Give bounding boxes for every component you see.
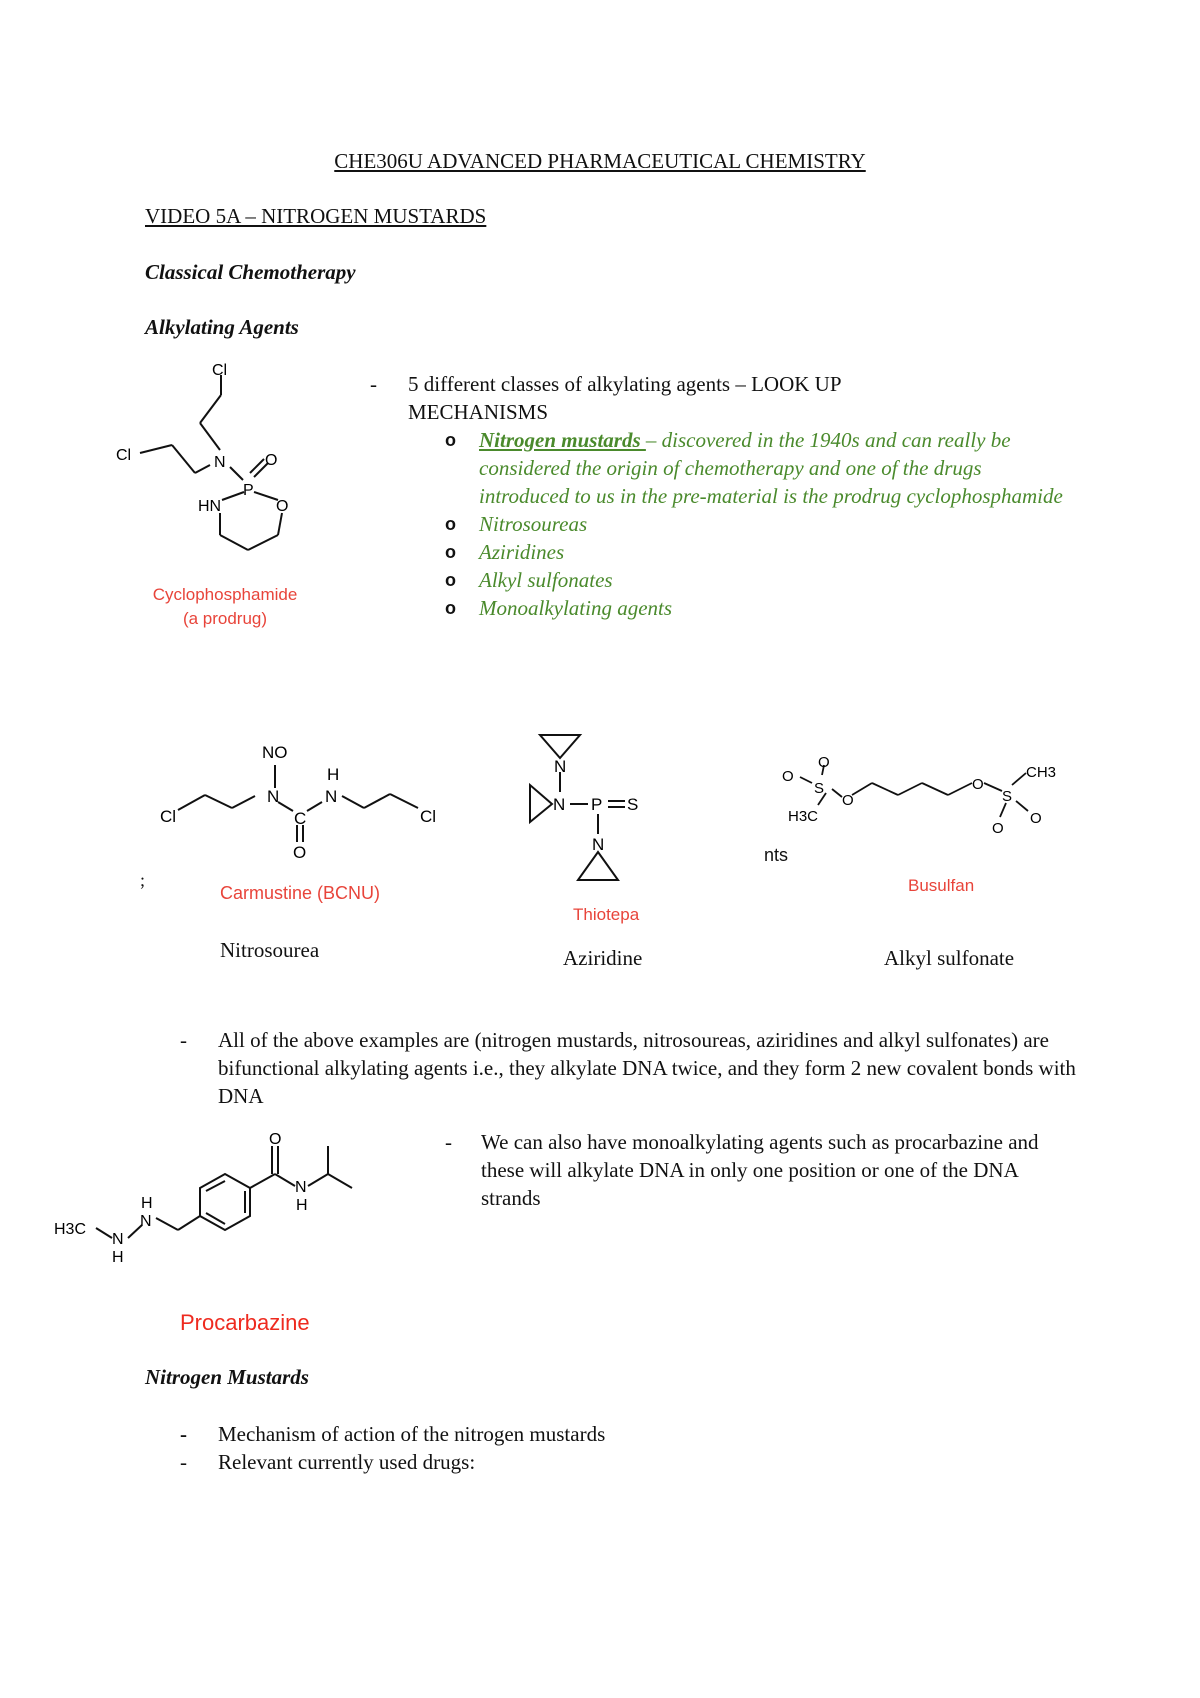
list-item bbox=[445, 510, 1065, 538]
caption-alkyl-sulfonate: Alkyl sulfonate bbox=[884, 946, 1015, 970]
cyclophosphamide-structure bbox=[110, 355, 330, 555]
atom-c: C bbox=[294, 809, 307, 828]
video-title: VIDEO 5A – NITROGEN MUSTARDS bbox=[145, 204, 487, 228]
circle-bullet-icon: o bbox=[445, 570, 456, 590]
monoalkylating-bullet bbox=[445, 1128, 1045, 1212]
list-item bbox=[445, 566, 1065, 594]
dash-marker: - bbox=[180, 1450, 187, 1474]
atom-cl-top: Cl bbox=[212, 362, 228, 379]
atom-o: O bbox=[293, 843, 307, 862]
atom-s-2: S bbox=[1002, 788, 1013, 805]
carmustine-structure bbox=[150, 740, 470, 870]
classes-list bbox=[445, 426, 1065, 622]
atom-h-amide: H bbox=[296, 1197, 308, 1214]
atom-cl-right: Cl bbox=[420, 807, 437, 826]
class-label: Monoalkylating agents bbox=[479, 596, 673, 620]
nm-bullet-list bbox=[180, 1420, 880, 1476]
atom-n-nitroso: N bbox=[267, 787, 280, 806]
nm-bullet-text: Relevant currently used drugs: bbox=[218, 1450, 476, 1474]
atom-no: NO bbox=[262, 743, 288, 762]
atom-n-top: N bbox=[554, 757, 567, 776]
dash-marker: - bbox=[180, 1422, 187, 1446]
busulfan-label: Busulfan bbox=[908, 876, 975, 895]
caption-aziridine: Aziridine bbox=[563, 946, 643, 970]
atom-n-bottom: N bbox=[592, 835, 605, 854]
atom-p: P bbox=[591, 795, 603, 814]
list-item bbox=[180, 1448, 880, 1476]
atom-o-3: O bbox=[842, 792, 854, 809]
list-item bbox=[445, 594, 1065, 622]
atom-h-hydrazine: H bbox=[141, 1195, 153, 1212]
atom-o-4: O bbox=[972, 776, 984, 793]
class-description: – discovered in the 1940s and can really be considered the origin of chemotherapy and one of the drugs introduced to us in the pre-material is the prodrug cyclophosphamide bbox=[479, 428, 1063, 508]
atom-p: P bbox=[243, 482, 254, 499]
circle-bullet-icon: o bbox=[445, 514, 456, 534]
carmustine-label: Carmustine (BCNU) bbox=[220, 883, 381, 903]
cyclophosphamide-note: (a prodrug) bbox=[182, 609, 268, 628]
atom-o-6: O bbox=[1030, 810, 1042, 827]
atom-cl-left: Cl bbox=[160, 807, 177, 826]
circle-bullet-icon: o bbox=[445, 598, 456, 618]
bifunctional-bullet bbox=[180, 1026, 1080, 1110]
atom-n-left: N bbox=[553, 795, 566, 814]
atom-o-1: O bbox=[782, 768, 794, 785]
atom-n-amide: N bbox=[295, 1179, 307, 1196]
atom-o-double: O bbox=[265, 452, 278, 469]
busulfan-fragment: nts bbox=[764, 845, 789, 865]
atom-h-methyl: H bbox=[112, 1249, 124, 1266]
list-item bbox=[180, 1420, 880, 1448]
list-item bbox=[445, 426, 1065, 510]
course-title: CHE306U ADVANCED PHARMACEUTICAL CHEMISTRY bbox=[334, 149, 866, 173]
circle-bullet-icon: o bbox=[445, 542, 456, 562]
procarbazine-structure bbox=[50, 1130, 380, 1270]
atom-o: O bbox=[269, 1131, 282, 1148]
section-alkylating-agents: Alkylating Agents bbox=[145, 315, 299, 339]
atom-hn: HN bbox=[198, 498, 222, 515]
section-nitrogen-mustards: Nitrogen Mustards bbox=[145, 1365, 309, 1389]
class-label: Nitrogen mustards bbox=[479, 428, 646, 452]
dash-marker: - bbox=[180, 1028, 187, 1052]
atom-h: H bbox=[327, 765, 340, 784]
dash-marker: - bbox=[445, 1130, 452, 1154]
class-label: Nitrosoureas bbox=[479, 512, 588, 536]
atom-n-hydrazine: N bbox=[140, 1213, 152, 1230]
atom-h3c: H3C bbox=[54, 1221, 87, 1238]
nm-bullet-text: Mechanism of action of the nitrogen mustards bbox=[218, 1422, 606, 1446]
intro-bullet bbox=[370, 370, 930, 426]
thiotepa-structure bbox=[525, 730, 665, 890]
caption-nitrosourea: Nitrosourea bbox=[220, 938, 320, 962]
atom-n: N bbox=[214, 454, 226, 471]
busulfan-structure bbox=[780, 755, 1080, 855]
atom-n-amide: N bbox=[325, 787, 338, 806]
bifunctional-text: All of the above examples are (nitrogen mustards, nitrosoureas, aziridines and alkyl sulfonates) are bifunctional alkylating agents i.e., they alkylate DNA twice, and they form 2 new covalent bonds with DNA bbox=[218, 1028, 1076, 1108]
procarbazine-label: Procarbazine bbox=[180, 1310, 310, 1335]
cyclophosphamide-name: Cyclophosphamide bbox=[152, 585, 298, 604]
thiotepa-label: Thiotepa bbox=[573, 905, 640, 924]
intro-bullet-text: 5 different classes of alkylating agents – LOOK UP MECHANISMS bbox=[408, 372, 841, 424]
atom-o-2: O bbox=[818, 755, 830, 771]
class-label: Alkyl sulfonates bbox=[479, 568, 613, 592]
list-item bbox=[445, 538, 1065, 566]
atom-ch3: CH3 bbox=[1026, 764, 1057, 781]
atom-o-ring: O bbox=[276, 498, 289, 515]
monoalkylating-text: We can also have monoalkylating agents such as procarbazine and these will alkylate DNA in only one position or one of the DNA strands bbox=[481, 1130, 1039, 1210]
atom-s-1: S bbox=[814, 780, 825, 797]
section-classical-chemotherapy: Classical Chemotherapy bbox=[145, 260, 356, 284]
cyclophosphamide-label bbox=[110, 583, 340, 631]
dash-marker: - bbox=[370, 372, 377, 396]
circle-bullet-icon: o bbox=[445, 430, 456, 450]
atom-o-5: O bbox=[992, 820, 1004, 837]
class-label: Aziridines bbox=[479, 540, 565, 564]
atom-n-methyl: N bbox=[112, 1231, 124, 1248]
atom-h3c: H3C bbox=[788, 808, 819, 825]
atom-s: S bbox=[627, 795, 639, 814]
stray-mark: ; bbox=[140, 870, 146, 890]
atom-cl-left: Cl bbox=[116, 447, 132, 464]
